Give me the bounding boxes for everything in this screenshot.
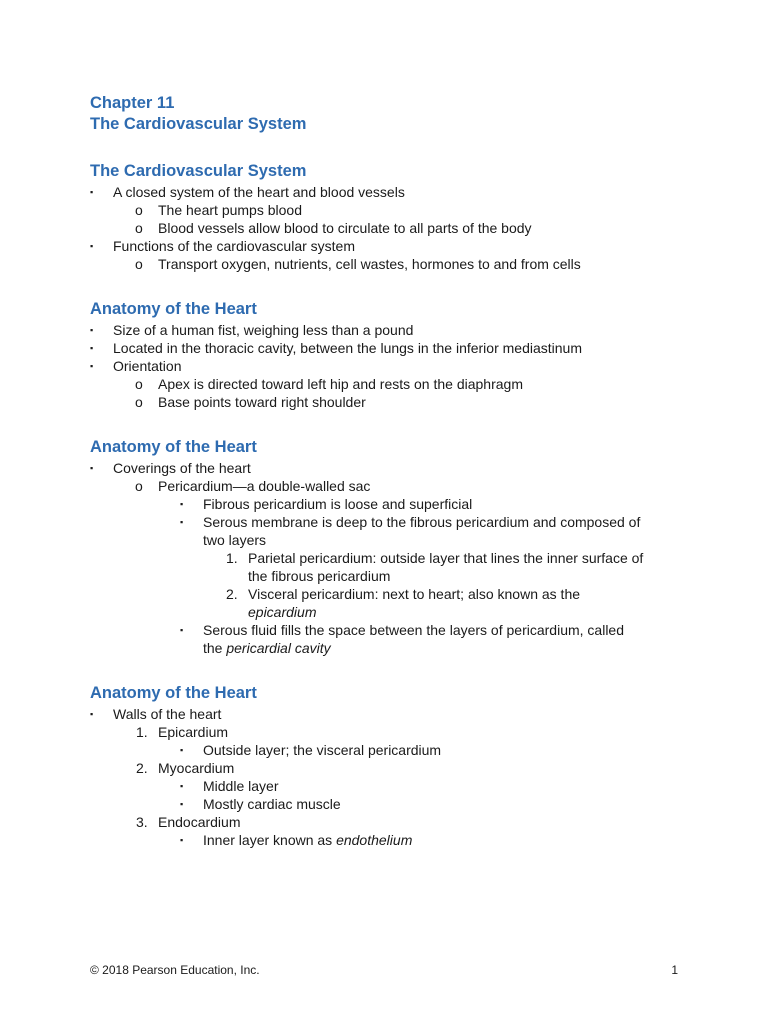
section-anatomy-heart-1 — [90, 299, 680, 411]
numbered-item: 2. Visceral pericardium: next to heart; also known as the — [226, 586, 581, 602]
square-bullet-icon: ▪ — [90, 361, 94, 371]
square-bullet-icon: ▪ — [180, 517, 184, 527]
square-bullet-icon: ▪ — [180, 799, 184, 809]
page-footer — [90, 962, 678, 978]
sub-bullet-item: o Transport oxygen, nutrients, cell wastes, hormones to and from cells — [135, 256, 581, 272]
chapter-label: Chapter 11 — [90, 94, 175, 112]
square-bullet-icon: ▪ — [180, 625, 184, 635]
section-heading: Anatomy of the Heart — [90, 300, 257, 318]
bullet-item: ▪ Functions of the cardiovascular system — [90, 238, 355, 254]
italic-term: epicardium — [248, 604, 317, 620]
sub-bullet-item: o Pericardium—a double-walled sac — [135, 478, 371, 494]
bullet-item: ▪ A closed system of the heart and blood vessels — [90, 184, 405, 200]
sub-sub-bullet-item: ▪ Serous membrane is deep to the fibrous pericardium and composed of — [180, 514, 641, 530]
sub-sub-bullet-item: ▪ Serous fluid fills the space between the layers of pericardium, called — [180, 622, 624, 638]
square-bullet-icon: ▪ — [90, 463, 94, 473]
circle-bullet-icon: o — [135, 202, 143, 218]
section-cardiovascular-system — [90, 161, 680, 273]
circle-bullet-icon: o — [135, 394, 143, 410]
italic-term: endothelium — [336, 832, 413, 848]
sub-sub-bullet-item: ▪ Inner layer known as endothelium — [180, 832, 413, 848]
square-bullet-icon: ▪ — [180, 835, 184, 845]
continuation-line: the pericardial cavity — [203, 640, 331, 656]
square-bullet-icon: ▪ — [180, 499, 184, 509]
section-anatomy-heart-3 — [90, 683, 680, 849]
bullet-item: ▪ Located in the thoracic cavity, between the lungs in the inferior mediastinum — [90, 340, 582, 356]
italic-term: pericardial cavity — [226, 640, 331, 656]
section-heading: Anatomy of the Heart — [90, 684, 257, 702]
sub-sub-bullet-item: ▪ Fibrous pericardium is loose and superficial — [180, 496, 473, 512]
bullet-item: ▪ Walls of the heart — [90, 706, 222, 722]
continuation-line — [90, 603, 680, 621]
list-number: 2. — [226, 586, 238, 602]
sub-bullet-item: o Base points toward right shoulder — [135, 394, 366, 410]
copyright-notice: © 2018 Pearson Education, Inc. — [90, 963, 260, 977]
square-bullet-icon: ▪ — [180, 745, 184, 755]
numbered-item: 1. Epicardium — [136, 724, 229, 740]
list-number: 1. — [136, 724, 148, 740]
section-heading: Anatomy of the Heart — [90, 438, 257, 456]
numbered-item: 3. Endocardium — [136, 814, 241, 830]
continuation-line: the fibrous pericardium — [248, 568, 391, 584]
square-bullet-icon: ▪ — [90, 241, 94, 251]
chapter-title: The Cardiovascular System — [90, 115, 307, 133]
bullet-item: ▪ Orientation — [90, 358, 182, 374]
sub-sub-bullet-item: ▪ Mostly cardiac muscle — [180, 796, 341, 812]
list-number: 2. — [136, 760, 148, 776]
circle-bullet-icon: o — [135, 376, 143, 392]
square-bullet-icon: ▪ — [90, 709, 94, 719]
square-bullet-icon: ▪ — [90, 187, 94, 197]
list-number: 3. — [136, 814, 148, 830]
page-number: 1 — [671, 963, 678, 977]
square-bullet-icon: ▪ — [90, 343, 94, 353]
list-number: 1. — [226, 550, 238, 566]
continuation-line: two layers — [203, 532, 267, 548]
numbered-item: 2. Myocardium — [136, 760, 235, 776]
circle-bullet-icon: o — [135, 220, 143, 236]
bullet-item: ▪ Coverings of the heart — [90, 460, 251, 476]
sub-bullet-item: o Apex is directed toward left hip and rests on the diaphragm — [135, 376, 523, 392]
numbered-item: 1. Parietal pericardium: outside layer that lines the inner surface of — [226, 550, 644, 566]
circle-bullet-icon: o — [135, 478, 143, 494]
sub-sub-bullet-item: ▪ Middle layer — [180, 778, 279, 794]
square-bullet-icon: ▪ — [90, 325, 94, 335]
sub-bullet-item: o The heart pumps blood — [135, 202, 302, 218]
circle-bullet-icon: o — [135, 256, 143, 272]
section-anatomy-heart-2 — [90, 437, 680, 657]
square-bullet-icon: ▪ — [180, 781, 184, 791]
section-heading: The Cardiovascular System — [90, 162, 307, 180]
sub-bullet-item: o Blood vessels allow blood to circulate to all parts of the body — [135, 220, 532, 236]
sub-sub-bullet-item: ▪ Outside layer; the visceral pericardium — [180, 742, 442, 758]
bullet-item: ▪ Size of a human fist, weighing less than a pound — [90, 322, 414, 338]
document-page — [90, 93, 680, 849]
